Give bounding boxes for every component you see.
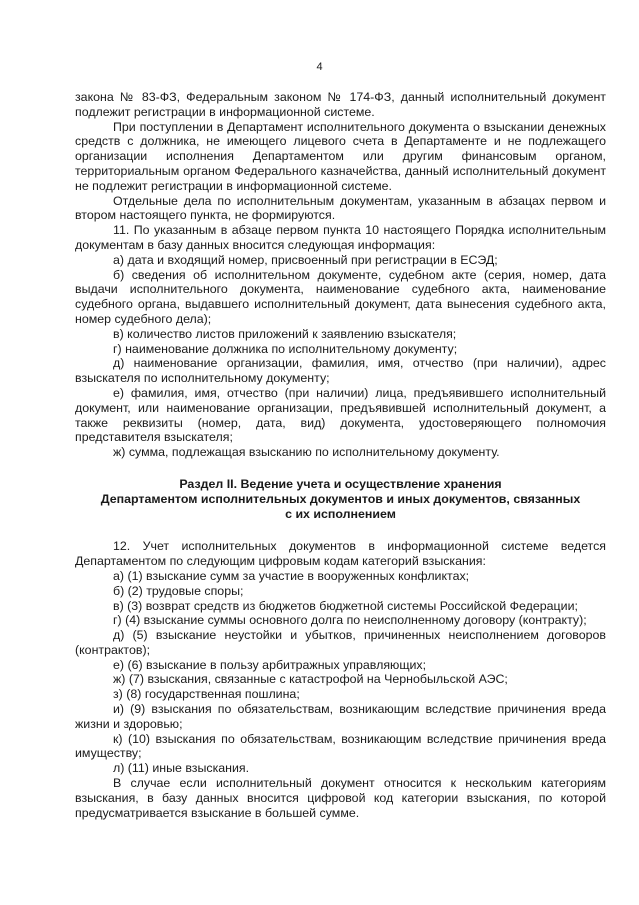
list-item: а) (1) взыскание сумм за участие в вооруженных конфликтах; — [113, 568, 470, 583]
section-heading — [75, 477, 606, 521]
page-number: 4 — [316, 61, 323, 73]
section-heading-line: Департаментом исполнительных документов и иных документов, связанных — [100, 491, 581, 506]
paragraph: 11. По указанным в абзаце первом пункта 10 настоящего Порядка исполнительным документам в базу данных вносится следующая информация: — [75, 223, 606, 252]
list-item: г) наименование должника по исполнительному документу; — [113, 341, 458, 356]
list-item: а) дата и входящий номер, присвоенный при регистрации в ЕСЭД; — [113, 252, 498, 267]
paragraph: В случае если исполнительный документ относится к нескольким категориям взыскания, в базу данных вносится цифровой код категории взыскания, по которой предусматривается взыскание в большей сумме. — [75, 776, 606, 820]
list-item: в) количество листов приложений к заявлению взыскателя; — [113, 326, 457, 341]
list-item: г) (4) взыскание суммы основного долга по неисполненному договору (контракту); — [113, 613, 587, 628]
paragraph: Отдельные дела по исполнительным документам, указанным в абзацах первом и втором настоящего пункта, не формируются. — [75, 193, 606, 223]
list-item: и) (9) взыскания по обязательствам, возникающим вследствие причинения вреда жизни и здоровью; — [75, 702, 606, 731]
section-heading-line: Раздел II. Ведение учета и осуществление хранения — [179, 476, 502, 491]
paragraph: При поступлении в Департамент исполнительного документа о взыскании денежных средств с должника, не имеющего лицевого счета в Департаменте и не подлежащего организации исполнения Департаментом или другим финансовым органом, территориальным органом Федерального казначейства, данный исполнительный документ не подлежит регистрации в информационной системе. — [75, 119, 606, 193]
list-item: б) сведения об исполнительном документе, судебном акте (серия, номер, дата выдачи исполнительного документа, наименование судебного акта, наименование судебного органа, выдавшего исполнительный документ, дата вынесения судебного акта, номер судебного дела); — [75, 267, 606, 326]
list-item: е) (6) взыскание в пользу арбитражных управляющих; — [113, 657, 427, 672]
list-item: л) (11) иные взыскания. — [113, 761, 250, 776]
document-body — [75, 90, 606, 820]
list-item: з) (8) государственная пошлина; — [113, 687, 300, 702]
paragraph: 12. Учет исполнительных документов в информационной системе ведется Департаментом по следующим цифровым кодам категорий взыскания: — [75, 539, 606, 569]
list-item: е) фамилия, имя, отчество (при наличии) лица, предъявившего исполнительный документ, или наименование организации, предъявившей исполнительный документ, а также реквизиты (номер, дата, вид) документа, удостоверяющего полномочия представителя взыскателя; — [75, 385, 606, 445]
section-heading-line: с их исполнением — [285, 506, 396, 521]
list-item: б) (2) трудовые споры; — [113, 583, 244, 598]
paragraph: закона № 83-ФЗ, Федеральным законом № 174-ФЗ, данный исполнительный документ подлежит регистрации в информационной системе. — [75, 90, 606, 119]
list-item: в) (3) возврат средств из бюджетов бюджетной системы Российской Федерации; — [113, 598, 578, 613]
list-item: д) наименование организации, фамилия, имя, отчество (при наличии), адрес взыскателя по исполнительному документу; — [75, 356, 606, 386]
list-item: ж) сумма, подлежащая взысканию по исполнительному документу. — [113, 445, 500, 460]
list-item: к) (10) взыскания по обязательствам, возникающим вследствие причинения вреда имуществу; — [75, 731, 606, 761]
list-item: д) (5) взыскание неустойки и убытков, причиненных неисполнением договоров (контрактов); — [75, 628, 606, 657]
list-item: ж) (7) взыскания, связанные с катастрофой на Чернобыльской АЭС; — [113, 672, 508, 687]
